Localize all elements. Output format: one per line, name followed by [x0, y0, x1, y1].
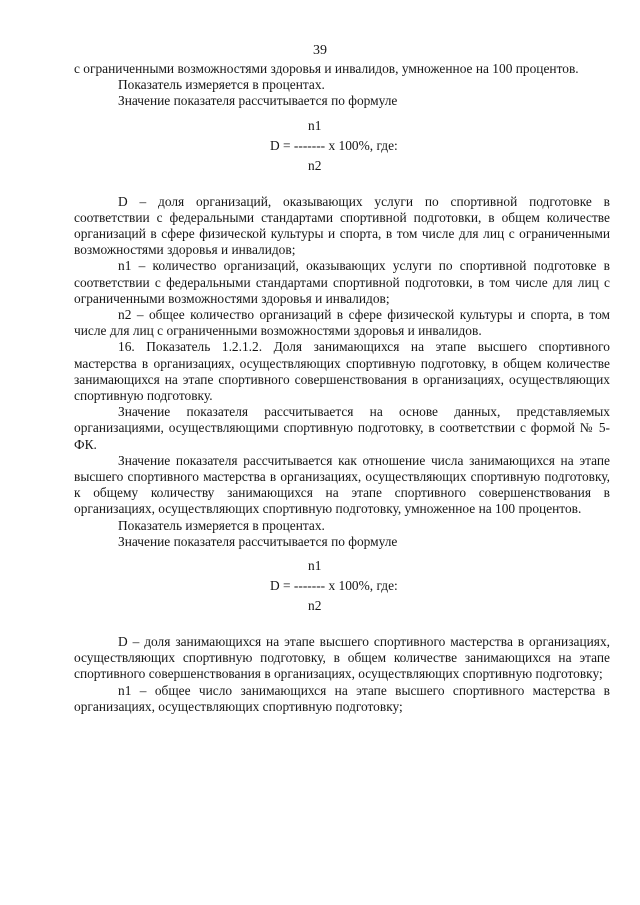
paragraph: 16. Показатель 1.2.1.2. Доля занимающихся на этапе высшего спортивного мастерства в организациях, осуществляющих спортивную подготовку, в общем количестве занимающихся на этапе спортивного совершенствования в организациях, осуществляющих спортивную подготовку. [74, 339, 610, 404]
formula-equation: D = ------- x 100%, где: [270, 578, 398, 594]
page-number: 39 [313, 43, 327, 58]
paragraph: Значение показателя рассчитывается на основе данных, представляемых организациями, осуществляющими спортивную подготовку, в соответствии с формой № 5-ФК. [74, 404, 610, 452]
paragraph: Показатель измеряется в процентах. [118, 517, 325, 533]
paragraph: с ограниченными возможностями здоровья и инвалидов, умноженное на 100 процентов. [74, 61, 579, 76]
formula-numerator: n1 [308, 117, 322, 133]
paragraph: n1 – общее число занимающихся на этапе высшего спортивного мастерства в организациях, осуществляющих спортивную подготовку; [74, 682, 610, 714]
formula-numerator: n1 [308, 558, 322, 574]
paragraph: Показатель измеряется в процентах. [118, 77, 325, 93]
formula [74, 550, 610, 620]
paragraph: Значение показателя рассчитывается по формуле [118, 533, 398, 549]
paragraph: Значение показателя рассчитывается по формуле [118, 93, 398, 109]
document-body [74, 61, 610, 715]
formula-equation: D = ------- x 100%, где: [270, 137, 398, 153]
paragraph: n1 – количество организаций, оказывающих услуги по спортивной подготовке в соответствии с федеральными стандартами спортивной подготовки, в том числе для лиц с ограниченными возможностями здоровья и инвалидов; [74, 258, 610, 306]
formula-denominator: n2 [308, 157, 322, 173]
paragraph: Значение показателя рассчитывается как отношение числа занимающихся на этапе высшего спортивного мастерства в организациях, осуществляющих спортивную подготовку, к общему количеству занимающихся на этапе спортивного совершенствования в организациях, осуществляющих спортивную подготовку, умноженное на 100 процентов. [74, 452, 610, 517]
paragraph: n2 – общее количество организаций в сфере физической культуры и спорта, в том числе для лиц с ограниченными возможностями здоровья и инвалидов. [74, 307, 610, 339]
paragraph: D – доля занимающихся на этапе высшего спортивного мастерства в организациях, осуществляющих спортивную подготовку, в общем количестве занимающихся на этапе спортивного совершенствования в организациях, осуществляющих спортивную подготовку; [74, 634, 610, 682]
formula-denominator: n2 [308, 598, 322, 614]
formula [74, 110, 610, 180]
paragraph: D – доля организаций, оказывающих услуги по спортивной подготовке в соответствии с федеральными стандартами спортивной подготовки, в общем количестве организаций в сфере физической культуры и спорта, в том числе для лиц с ограниченными возможностями здоровья и инвалидов; [74, 193, 610, 258]
